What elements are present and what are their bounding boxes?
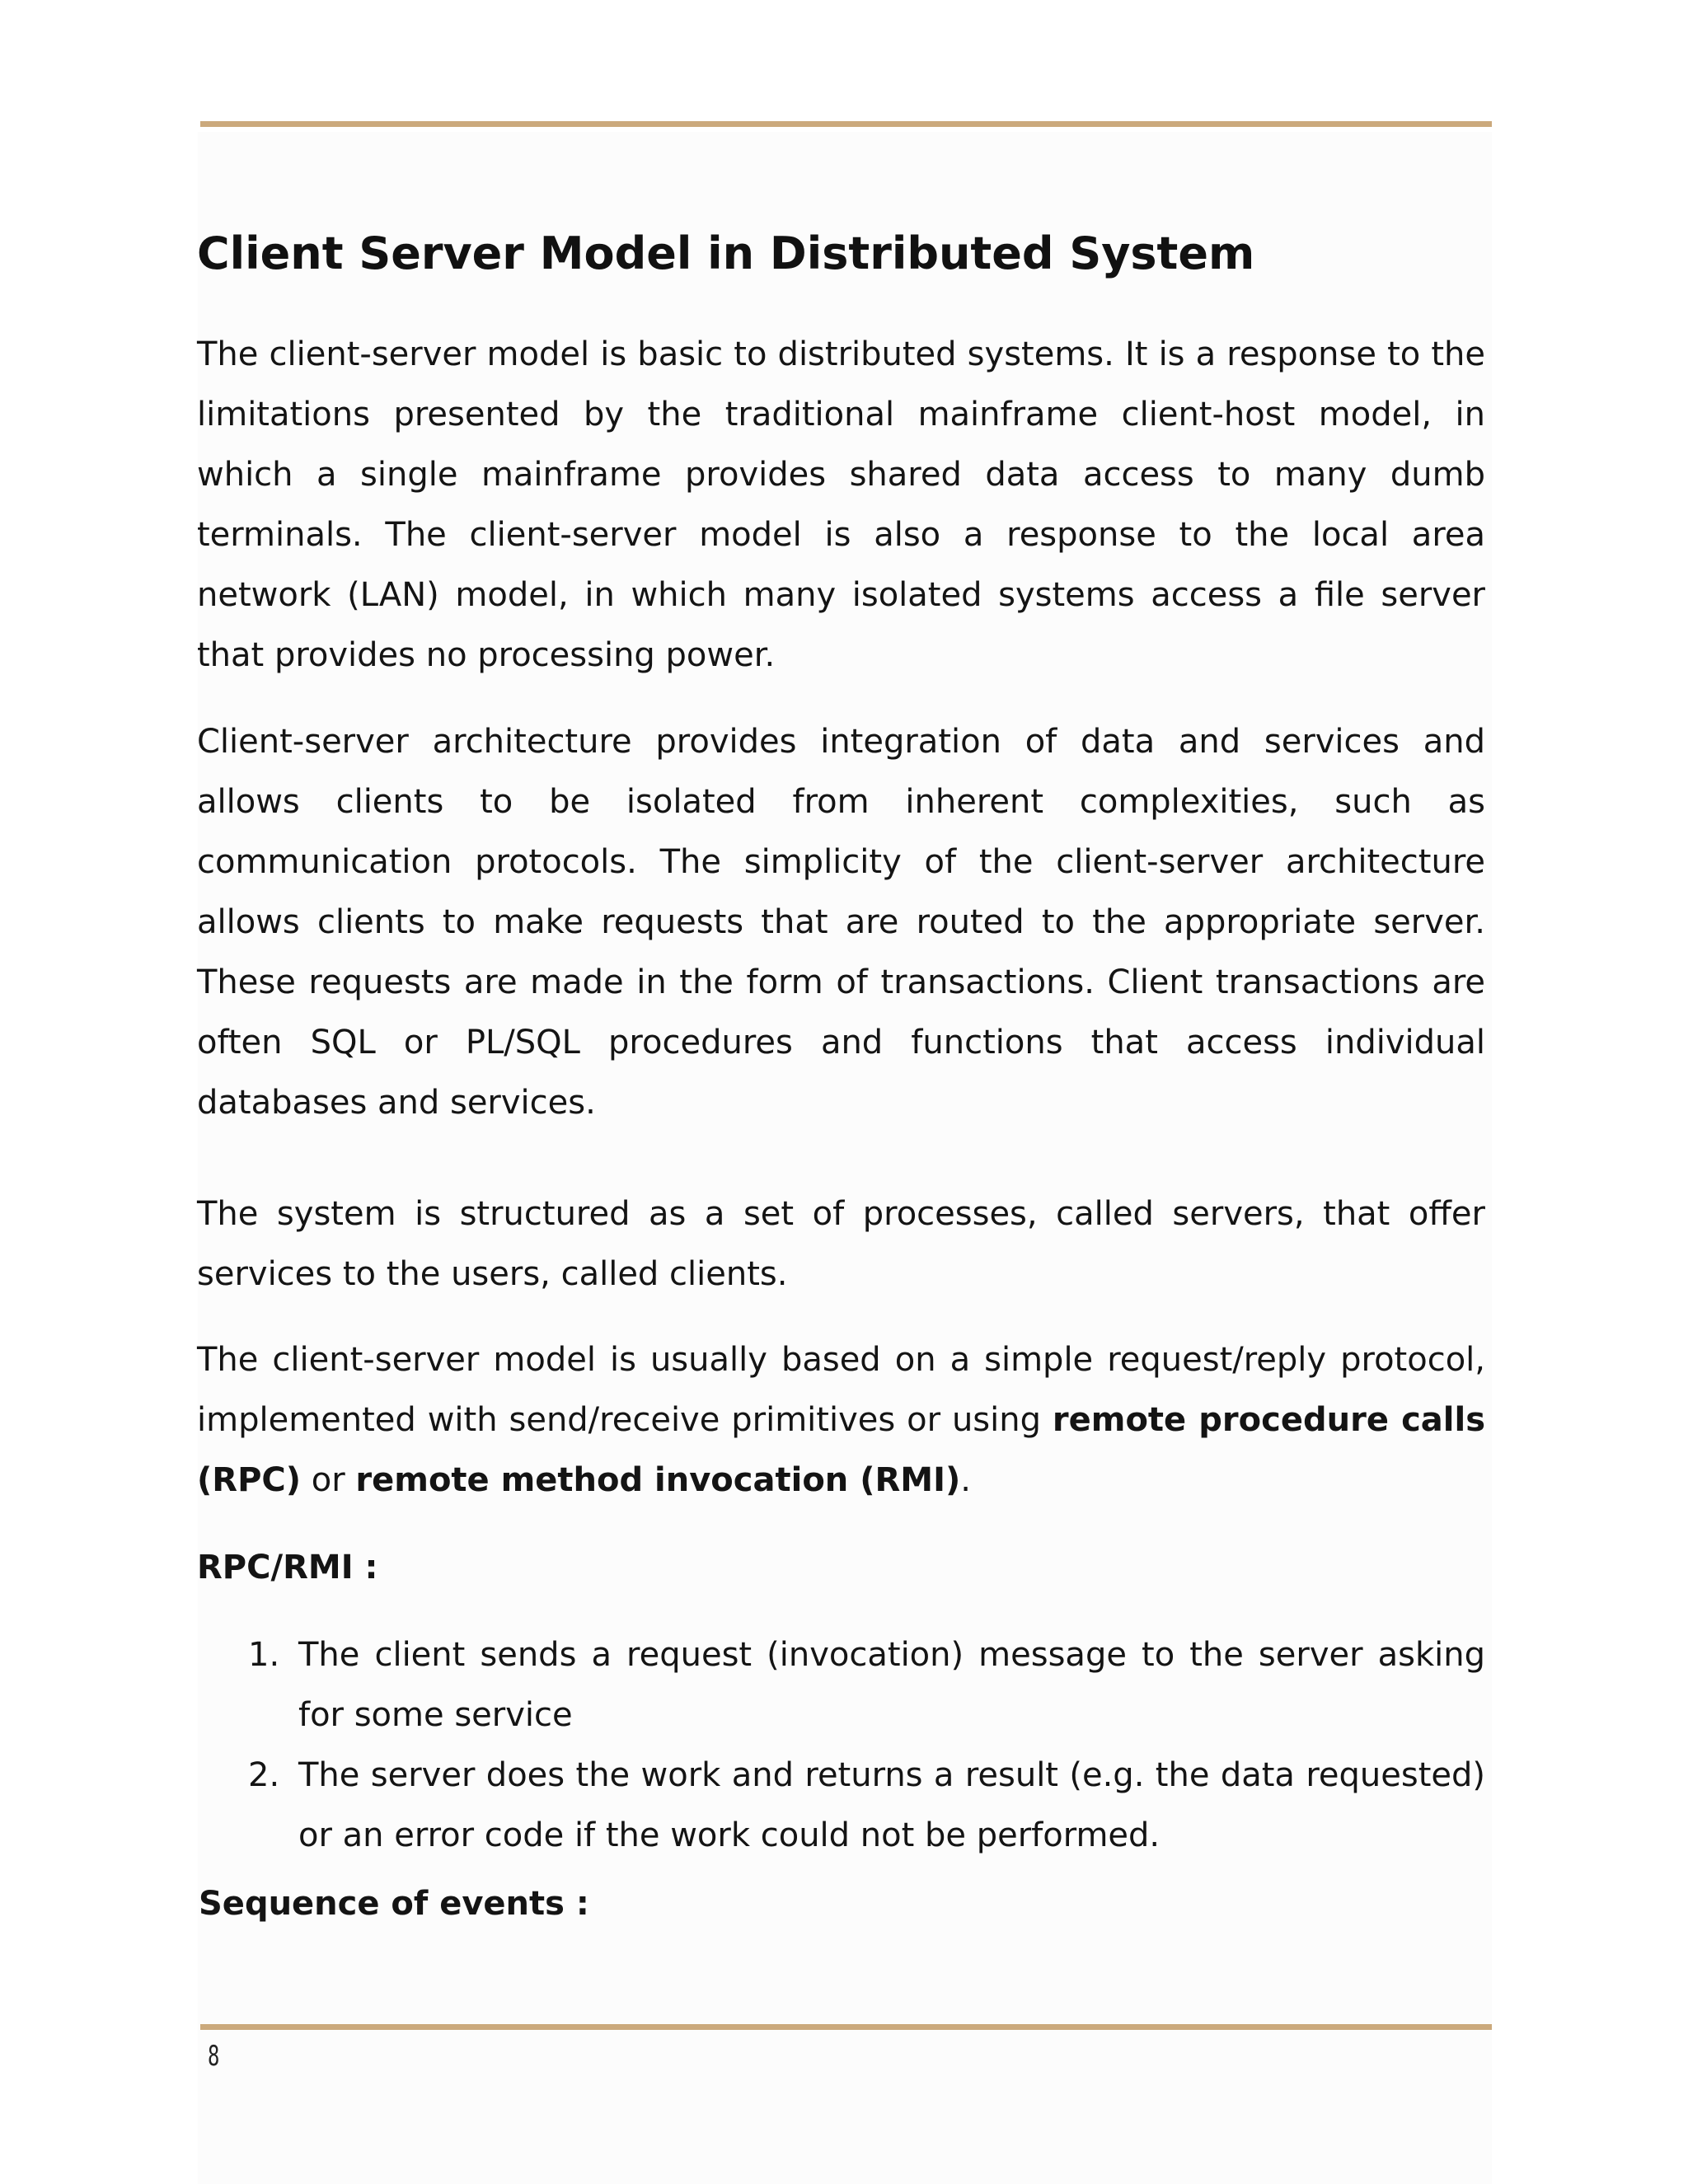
sequence-heading: Sequence of events :: [199, 1885, 589, 1923]
list-item: [197, 1625, 1485, 1746]
protocol-text-before: The client-server model is usually based on a simple request/reply protocol, implemented with send/receive primitives or using: [197, 1341, 1485, 1439]
list-item-number: 2.: [248, 1756, 280, 1794]
rpc-steps-list: [197, 1625, 1485, 1866]
rpc-rmi-heading: RPC/RMI :: [197, 1549, 378, 1586]
page-title: Client Server Model in Distributed System: [197, 227, 1255, 279]
top-divider: [200, 121, 1492, 127]
list-item-text: The client sends a request (invocation) message to the server asking for some service: [298, 1636, 1485, 1734]
paragraph-structure: The system is structured as a set of processes, called servers, that offer services to the users, called clients.: [197, 1195, 1485, 1293]
paragraph-protocol: [197, 1330, 1485, 1511]
bottom-divider: [200, 2024, 1492, 2030]
rmi-term: remote method invocation (RMI): [355, 1461, 961, 1499]
list-item-text: The server does the work and returns a result (e.g. the data requested) or an error code if the work could not be performed.: [298, 1756, 1485, 1854]
paragraph-intro: The client-server model is basic to distributed systems. It is a response to the limitations presented by the traditional mainframe client-host model, in which a single mainframe provides shared data access to many dumb terminals. The client-server model is also a response to the local area network (LAN) model, in which many isolated systems access a file server that provides no processing power.: [197, 335, 1485, 674]
rpc-term: remote procedure calls (RPC): [197, 1401, 1485, 1499]
list-item: [197, 1746, 1485, 1866]
protocol-text-after: .: [960, 1461, 971, 1499]
protocol-text-middle: or: [301, 1461, 356, 1499]
paragraph-architecture: Client-server architecture provides integration of data and services and allows clients to be isolated from inherent complexities, such as communication protocols. The simplicity of the client-server architecture allows clients to make requests that are routed to the appropriate server. These requests are made in the form of transactions. Client transactions are often SQL or PL/SQL procedures and functions that access individual databases and services.: [197, 723, 1485, 1122]
page-number: 8: [208, 2040, 220, 2073]
list-item-number: 1.: [248, 1636, 280, 1674]
